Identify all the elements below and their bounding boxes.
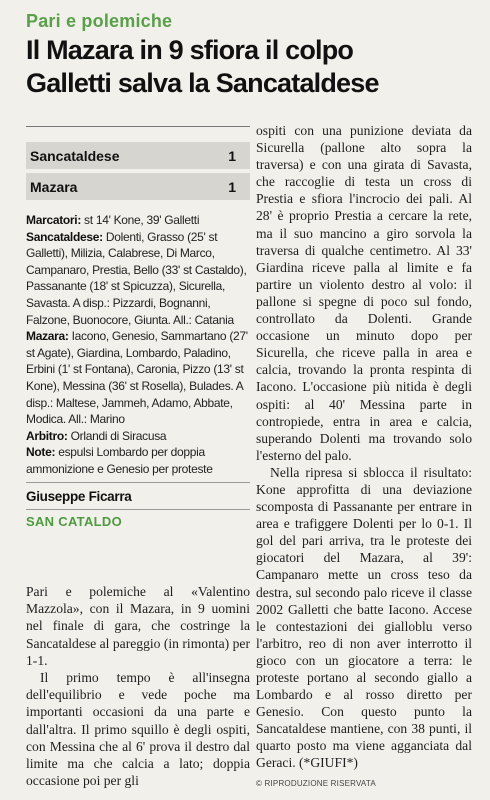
referee-text: Orlandi di Siracusa [67,428,167,443]
divider [26,126,250,127]
mazara-lineup [26,328,250,428]
article-body-column-1 [26,583,250,789]
mazara-label: Mazara: [26,329,69,344]
score-row-home [26,142,250,169]
notes-line [26,444,250,477]
author-byline: Giuseppe Ficarra [26,488,132,504]
sancataldese-text: Dolenti, Grasso (25' st Galletti), Milizia, Calabrese, Di Marco, Campanaro, Prestia, Bello (33' st Castaldo), Passanante (18' st Spicuzza), Sicurella, Savasta. A disp.: Pizzardi, Bognanni, Falzone, Buonocore, Giunta. All.: Catania [26,229,247,327]
sancataldese-lineup [26,229,250,329]
copyright-notice: © RIPRODUZIONE RISERVATA [256,778,376,788]
body-paragraph: ospiti con una punizione deviata da Sicurella (pallone alto sopra la traversa) e con una girata di Savasta, che raccoglie di testa un cross di Prestia e sfiora l'incrocio dei pali. Al 28' è proprio Prestia a cercare la rete, ma il suo mancino a giro sorvola la traversa di qualche centimetro. Al 33' Giardina riceve palla al limite e fa partire un violento destro al volo: il pallone si spegne di poco sul fondo, controllato da Dolenti. Grande occasione un minuto dopo per Sicurella, che riceve palla in area e calcia, trovando la pronta respinta di Iacono. L'occasione più nitida è degli ospiti: al 40' Messina parte in contropiede, entra in area e calcia, superando Dolenti ma trovando solo l'esterno del palo. [256,123,472,463]
referee-line [26,428,250,445]
referee-label: Arbitro: [26,428,68,443]
team-goals: 1 [228,179,236,195]
headline-line-1: Il Mazara in 9 sfiora il colpo [26,35,354,65]
scorers-label: Marcatori: [26,213,82,227]
scorers-line [26,212,250,229]
body-paragraph: Il primo tempo è all'insegna dell'equilibrio e vede poche ma importanti occasioni da una parte e dall'altra. Il primo squillo è degli ospiti, con Messina che al 6' prova il destro dal limite ma che calcia a lato; doppia occasione poi per gli [26,670,250,789]
notes-text: espulsi Lombardo per doppia ammonizione e Genesio per proteste [26,445,213,476]
notes-label: Note: [26,445,56,460]
body-paragraph: Nella ripresa si sblocca il risultato: Kone approfitta di una deviazione scomposta di Passanante per entrare in area e trafiggere Dolenti per lo 0-1. Il gol del pari arriva, tra le proteste dei giocatori del Mazara, al 39': Campanaro mette un cross teso da destra, sul secondo palo riceve il classe 2002 Galletti che batte Iacono. Accese le contestazioni dei gialloblu verso l'arbitro, reo di non aver interrotto il gioco con un giocatore a terra: le proteste portano al secondo giallo a Lombardo e al rosso diretto per Genesio. Con questo punto la Sancataldese mantiene, con 38 punti, il quarto posto ma viene agganciata dal Geraci. (*GIUFI*) [256,464,472,771]
headline-line-2: Galletti salva la Sancataldese [26,68,379,98]
team-goals: 1 [228,148,236,164]
team-name: Sancataldese [30,148,120,164]
score-row-away [26,173,250,200]
match-report-box [26,212,250,535]
article-kicker: Pari e polemiche [26,11,173,31]
article-body-column-2 [256,122,472,792]
divider [26,482,250,483]
scorers-text: st 14' Kone, 39' Galletti [81,213,200,227]
divider [26,509,250,510]
sancataldese-label: Sancataldese: [26,229,103,244]
team-name: Mazara [30,179,78,195]
mazara-text: Iacono, Genesio, Sammartano (27' st Agate), Giardina, Lombardo, Paladino, Erbini (1' st Fontana), Caronia, Pizzo (13' st Kone), Messina (36' st Rosella), Bulades. A disp.: Maltese, Jammeh, Adamo, Abbate, Modica. All.: Marino [26,329,248,427]
dateline: SAN CATALDO [26,514,122,530]
article-headline [26,34,482,100]
body-paragraph: Pari e polemiche al «Valentino Mazzola», con il Mazara, in 9 uomini nel finale di gara, che costringe la Sancataldese al pareggio (in rimonta) per 1-1. [26,584,250,668]
